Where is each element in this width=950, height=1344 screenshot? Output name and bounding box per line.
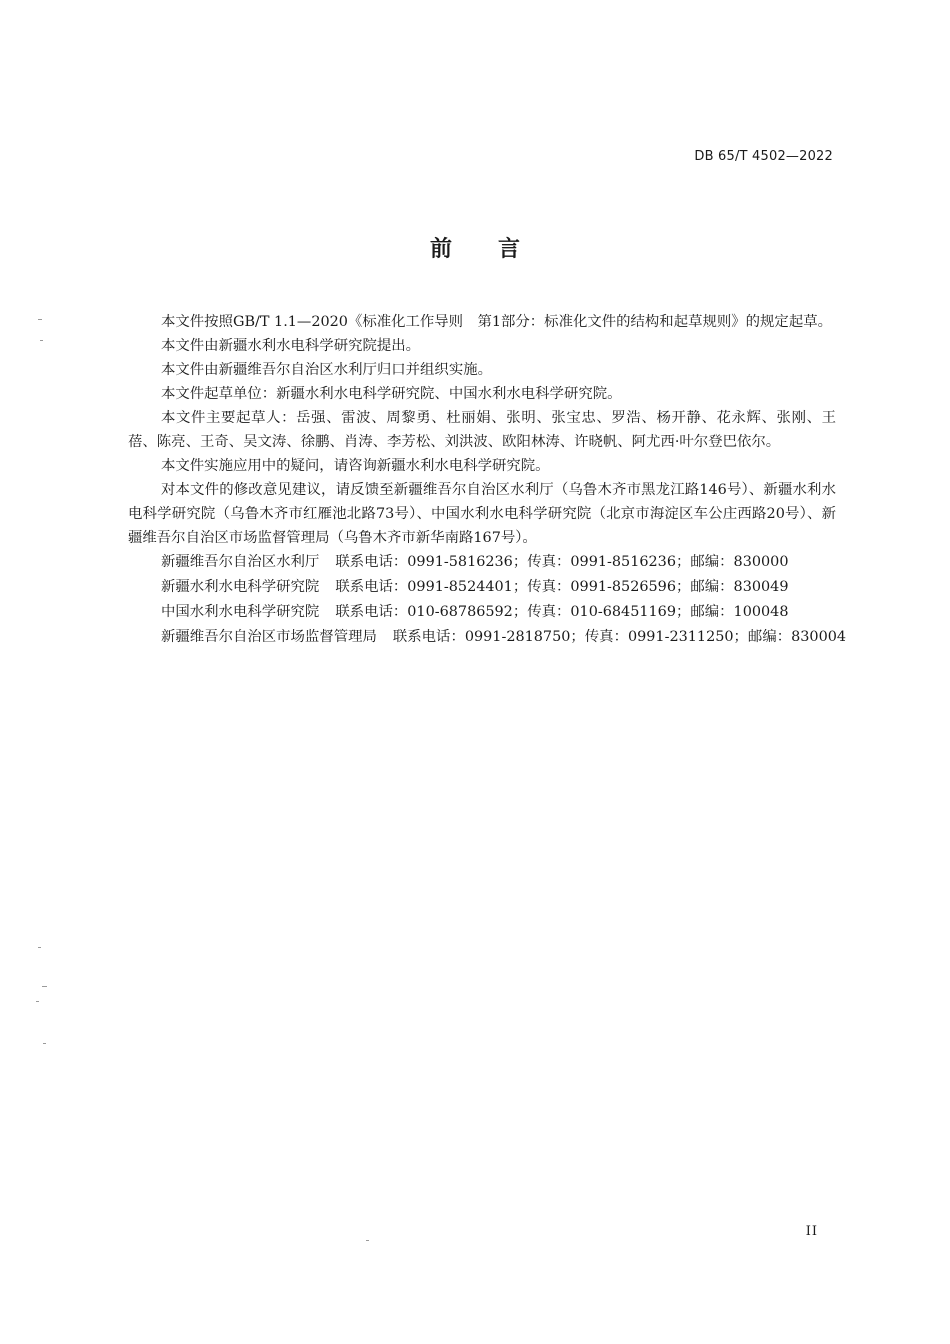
foreword-body [128,310,847,650]
paragraph-inquiries: 本文件实施应用中的疑问，请咨询新疆水利水电科学研究院。 [161,458,550,474]
scan-speck [366,1240,369,1241]
contact-line [128,600,836,625]
contact-org: 新疆水利水电科学研究院 [161,579,320,595]
scan-speck [40,340,43,341]
contact-info: 联系电话：0991-2818750；传真：0991-2311250；邮编：830004 [392,629,847,645]
standard-code: DB 65/T 4502—2022 [694,149,833,164]
contact-org: 中国水利水电科学研究院 [161,604,320,620]
paragraph-drafting-units: 本文件起草单位：新疆水利水电科学研究院、中国水利水电科学研究院。 [161,386,622,402]
contact-line [128,625,847,650]
contact-info: 联系电话：0991-5816236；传真：0991-8516236；邮编：830000 [335,554,789,570]
scan-speck [42,986,47,987]
paragraph-proposer: 本文件由新疆水利水电科学研究院提出。 [161,338,421,354]
scan-speck [43,1043,46,1044]
contact-line [128,575,836,600]
contact-org: 新疆维吾尔自治区市场监督管理局 [161,629,377,645]
paragraph-feedback: 对本文件的修改意见建议，请反馈至新疆维吾尔自治区水利厅（乌鲁木齐市黑龙江路146号）、新疆水利水电科学研究院（乌鲁木齐市红雁池北路73号）、中国水利水电科学研究院（北京市海淀区车公庄西路20号）、新疆维吾尔自治区市场监督管理局（乌鲁木齐市新华南路167号）。 [128,482,836,546]
page-number: II [805,1224,818,1239]
paragraph-drafters: 本文件主要起草人：岳强、雷波、周黎勇、杜丽娟、张明、张宝忠、罗浩、杨开静、花永辉、张刚、王蓓、陈亮、王奇、吴文涛、徐鹏、肖涛、李芳松、刘洪波、欧阳林涛、许晓帆、阿尤西·叶尔登巴依尔。 [128,410,836,450]
scan-speck [36,1001,39,1002]
contact-line [128,550,836,575]
page-title: 前言 [429,237,566,262]
contact-org: 新疆维吾尔自治区水利厅 [161,554,320,570]
scan-speck [38,319,42,320]
paragraph-drafting-basis: 本文件按照GB/T 1.1—2020《标准化工作导则 第1部分：标准化文件的结构和起草规则》的规定起草。 [161,314,832,330]
scan-speck [38,947,41,948]
contact-info: 联系电话：010-68786592；传真：010-68451169；邮编：100048 [335,604,789,620]
paragraph-administrator: 本文件由新疆维吾尔自治区水利厅归口并组织实施。 [161,362,492,378]
contact-info: 联系电话：0991-8524401；传真：0991-8526596；邮编：830049 [335,579,789,595]
